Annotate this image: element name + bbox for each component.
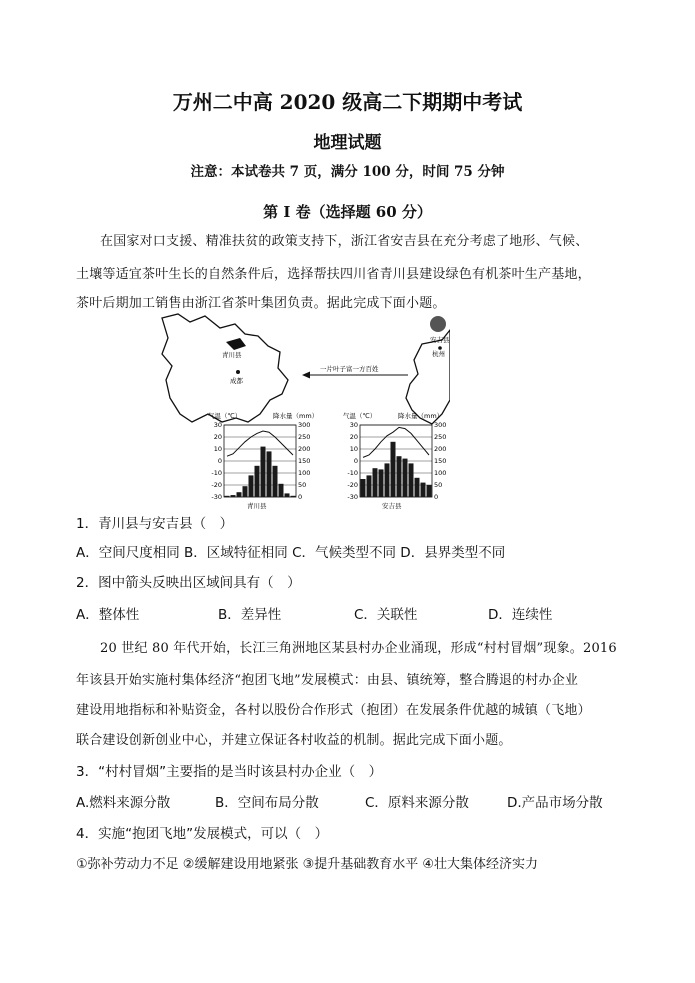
question-2-option-d: D．连续性 [488,607,553,623]
exam-title: 万州二中高 2020 级高二下期期中考试 [172,90,523,114]
precip-bar [225,496,230,497]
precip-tick-label: 0 [434,493,439,502]
sichuan-map [162,314,288,422]
temp-tick-label: 0 [217,457,222,466]
temp-tick-label: -10 [211,469,222,478]
precip-bar [267,451,272,497]
precip-bar [243,486,248,497]
precip-tick-label: 50 [298,481,307,490]
section-heading: 第 I 卷（选择题 60 分） [263,203,432,221]
question-3-option-a: A.燃料来源分散 [76,795,171,811]
arrow-label: 一片叶子富一方百姓 [320,365,379,373]
passage1-line3: 茶叶后期加工销售由浙江省茶叶集团负责。据此完成下面小题。 [76,296,446,311]
precip-tick-label: 200 [434,445,447,454]
passage1-line2: 土壤等适宜茶叶生长的自然条件后，选择帮扶四川省青川县建设绿色有机茶叶生产基地， [76,267,591,282]
arrow-head [302,372,310,379]
precip-bar [391,442,396,497]
precip-tick-label: 0 [298,493,303,502]
chengdu-dot [236,370,240,374]
label-qingchuan: 青川县 [222,351,242,359]
precip-tick-label: 150 [298,457,311,466]
passage1-line1: 在国家对口支援、精准扶贫的政策支持下，浙江省安吉县在充分考虑了地形、气候、 [100,234,589,249]
passage2-line4: 联合建设创新创业中心，并建立保证各村收益的机制。据此完成下面小题。 [76,733,512,748]
precip-tick-label: 200 [298,445,311,454]
precip-bar [379,469,384,497]
temp-axis-label: 气温（℃） [343,412,377,420]
precip-bar [249,475,254,497]
temp-tick-label: -20 [211,481,222,490]
precip-tick-label: 100 [298,469,311,478]
precip-bar [367,475,372,497]
precip-bar [279,484,284,497]
temp-tick-label: 20 [213,433,222,442]
question-4-stem: 4．实施“抱团飞地”发展模式，可以（ ） [76,826,329,842]
question-2-option-a: A．整体性 [76,607,140,623]
precip-tick-label: 250 [298,433,311,442]
question-2-option-b: B．差异性 [218,607,282,623]
precip-bar [231,495,236,497]
precip-tick-label: 300 [434,421,447,430]
precip-bar [373,468,378,497]
precip-bar [397,456,402,497]
precip-bar [421,483,426,497]
temperature-line [227,431,293,456]
passage2-line3: 建设用地指标和补贴资金，各村以股份合作形式（抱团）在发展条件优越的城镇（飞地） [76,703,591,718]
passage2-line1: 20 世纪 80 年代开始，长江三角洲地区某县村办企业涌现，形成“村村冒烟”现象。2016 [100,641,617,656]
temp-tick-label: 0 [353,457,358,466]
passage2-line2: 年该县开始实施村集体经济“抱团飞地”发展模式：由县、镇统筹，整合腾退的村办企业 [76,673,579,688]
precip-bar [415,478,420,497]
precip-bar [237,492,242,497]
label-hangzhou: 杭州 [432,350,445,358]
precip-bar [361,479,366,497]
precip-axis-label: 降水量（mm） [273,412,319,420]
question-2-stem: 2．图中箭头反映出区域间具有（ ） [76,575,301,591]
question-3-stem: 3．“村村冒烟”主要指的是当时该县村办企业（ ） [76,764,383,780]
region-figure [150,310,450,520]
precip-axis-label: 降水量（mm） [398,412,444,420]
precip-bar [385,463,390,497]
precip-bar [255,466,260,497]
anji-marker [430,316,446,332]
question-1-stem: 1．青川县与安吉县（ ） [76,516,234,532]
temperature-line [363,427,429,457]
precip-tick-label: 50 [434,481,443,490]
question-3-option-c: C．原料来源分散 [365,795,469,811]
precip-bar [285,493,290,497]
station-label: 青川县 [247,502,267,510]
question-1-options: A．空间尺度相同 B．区域特征相同 C．气候类型不同 D．县界类型不同 [76,545,506,561]
temp-tick-label: 20 [349,433,358,442]
subject-title: 地理试题 [313,133,382,153]
precip-bar [427,485,432,497]
climate-chart-anji [343,411,446,510]
temp-axis-label: 气温（℃） [208,412,242,420]
question-4-options: ①弥补劳动力不足 ②缓解建设用地紧张 ③提升基础教育水平 ④壮大集体经济实力 [76,857,539,872]
station-label: 安吉县 [382,502,402,510]
exam-note: 注意：本试卷共 7 页，满分 100 分，时间 75 分钟 [190,164,505,180]
label-chengdu: 成都 [230,377,243,385]
question-3-option-d: D.产品市场分散 [507,795,603,811]
temp-tick-label: 30 [213,421,222,430]
precip-bar [261,447,266,497]
precip-tick-label: 100 [434,469,447,478]
precip-tick-label: 250 [434,433,447,442]
zhejiang-map [406,330,450,424]
precip-bar [273,466,278,497]
question-3-option-b: B．空间布局分散 [215,795,319,811]
temp-tick-label: -10 [347,469,358,478]
temp-tick-label: 10 [213,445,222,454]
precip-tick-label: 300 [298,421,311,430]
question-2-option-c: C．关联性 [354,607,418,623]
precip-bar [409,463,414,497]
label-anji: 安吉县 [430,336,450,344]
qingchuan-marker [226,338,246,350]
precip-tick-label: 150 [434,457,447,466]
temp-tick-label: 10 [349,445,358,454]
climate-chart-qingchuan [208,411,318,510]
temp-tick-label: -20 [347,481,358,490]
temp-tick-label: -30 [347,493,358,502]
temp-tick-label: -30 [211,493,222,502]
precip-bar [291,496,296,497]
temp-tick-label: 30 [349,421,358,430]
precip-bar [403,459,408,497]
